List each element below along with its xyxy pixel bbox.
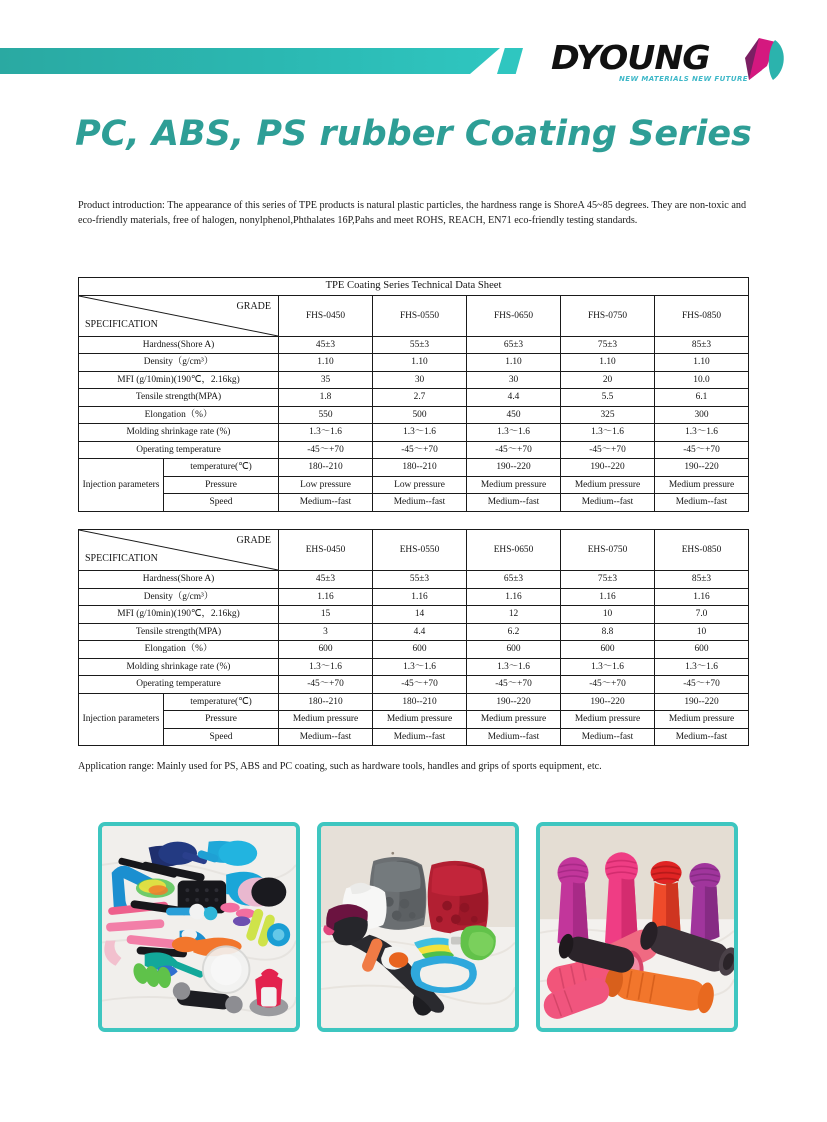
table-row (79, 676, 749, 694)
row-label: Hardness(Shore A) (79, 571, 279, 589)
table-cell: 1.10 (467, 354, 561, 372)
page-title: PC, ABS, PS rubber Coating Series (75, 114, 752, 154)
table-cell: 6.2 (467, 623, 561, 641)
grade-column-header: FHS-0650 (467, 295, 561, 336)
table-cell: 190--220 (655, 693, 749, 711)
page-header (0, 0, 827, 100)
row-label: Density（g/cm³） (79, 354, 279, 372)
row-label: Hardness(Shore A) (79, 336, 279, 354)
table-row (79, 441, 749, 459)
brand-logo-tagline: NEW MATERIALS NEW FUTURE (619, 75, 748, 83)
grade-column-header: FHS-0550 (373, 295, 467, 336)
table-cell: -45～+70 (655, 676, 749, 694)
injection-parameters-label: Injection parameters (79, 459, 164, 512)
table-cell: 190--220 (561, 459, 655, 477)
table-row (79, 494, 749, 512)
injection-row-label: Speed (164, 728, 279, 746)
table-row (79, 728, 749, 746)
specification-label: SPECIFICATION (85, 318, 158, 330)
grade-column-header: EHS-0750 (561, 530, 655, 571)
product-photo-strip (98, 822, 738, 1034)
table-row (79, 658, 749, 676)
row-label: Density（g/cm³） (79, 588, 279, 606)
tpe-coating-fhs-data-table (78, 277, 749, 512)
grade-column-header: EHS-0850 (655, 530, 749, 571)
table-cell: Medium pressure (373, 711, 467, 729)
row-label: Tensile strength(MPA) (79, 389, 279, 407)
table-cell: 1.3～1.6 (655, 658, 749, 676)
injection-row-label: Pressure (164, 711, 279, 729)
table-cell: 600 (279, 641, 373, 659)
table-cell: Medium--fast (467, 494, 561, 512)
table-cell: 1.16 (561, 588, 655, 606)
table-cell: Medium--fast (561, 494, 655, 512)
table-cell: 600 (655, 641, 749, 659)
table-row (79, 606, 749, 624)
table-cell: 4.4 (467, 389, 561, 407)
product-introduction-paragraph: Product introduction: The appearance of this series of TPE products is natural plastic particles, the hardness range is ShoreA 45~85 degrees. They are non-toxic and eco-friendly materials, free of halogen, nonylphenol,Phthalates 16P,Pahs and meet ROHS, REACH, EN71 eco-friendly testing standards. (78, 200, 747, 226)
grade-column-header: FHS-0450 (279, 295, 373, 336)
table-cell: 4.4 (373, 623, 467, 641)
injection-row-label: temperature(℃) (164, 459, 279, 477)
injection-row-label: Pressure (164, 476, 279, 494)
table-cell: 1.3～1.6 (279, 658, 373, 676)
table-cell: Medium pressure (467, 711, 561, 729)
table-cell: 30 (373, 371, 467, 389)
spec-grade-corner-cell (79, 530, 279, 571)
table-cell: -45～+70 (561, 676, 655, 694)
brand-logo (551, 36, 803, 88)
table-cell: 55±3 (373, 336, 467, 354)
brand-mark-icon (729, 36, 791, 84)
table-caption: TPE Coating Series Technical Data Sheet (79, 278, 749, 296)
table-cell: 10 (655, 623, 749, 641)
table-row (79, 476, 749, 494)
table-cell: 1.3～1.6 (467, 424, 561, 442)
table-cell: 45±3 (279, 571, 373, 589)
table-cell: 190--220 (655, 459, 749, 477)
table-cell: 600 (467, 641, 561, 659)
product-photo-1 (98, 822, 300, 1032)
table-cell: 180--210 (279, 693, 373, 711)
table-cell: 1.8 (279, 389, 373, 407)
table-cell: 1.16 (373, 588, 467, 606)
table-cell: -45～+70 (467, 441, 561, 459)
table-cell: 15 (279, 606, 373, 624)
table-grade-header-row (79, 530, 749, 571)
table-row (79, 623, 749, 641)
injection-parameters-label: Injection parameters (79, 693, 164, 746)
row-label: Elongation（%） (79, 641, 279, 659)
table-cell: 14 (373, 606, 467, 624)
table-cell: Medium pressure (279, 711, 373, 729)
row-label: MFI (g/10min)(190℃，2.16kg) (79, 371, 279, 389)
table-cell: 1.3～1.6 (467, 658, 561, 676)
table-cell: 1.10 (279, 354, 373, 372)
table-row (79, 336, 749, 354)
table-cell: Medium--fast (467, 728, 561, 746)
table-cell: 1.3～1.6 (373, 424, 467, 442)
header-banner-accent (497, 48, 523, 74)
table-cell: -45～+70 (561, 441, 655, 459)
table-cell: 190--220 (467, 693, 561, 711)
table-grade-header-row (79, 295, 749, 336)
table-row (79, 389, 749, 407)
table-cell: 6.1 (655, 389, 749, 407)
row-label: Operating temperature (79, 441, 279, 459)
table-cell: 12 (467, 606, 561, 624)
table-cell: 1.3～1.6 (561, 658, 655, 676)
table-cell: 180--210 (373, 693, 467, 711)
table-cell: Low pressure (279, 476, 373, 494)
table-row (79, 588, 749, 606)
table-cell: 450 (467, 406, 561, 424)
application-range-paragraph: Application range: Mainly used for PS, ABS and PC coating, such as hardware tools, handles and grips of sports equipment, etc. (78, 761, 602, 772)
table-cell: 55±3 (373, 571, 467, 589)
table-cell: Medium--fast (279, 728, 373, 746)
row-label: Tensile strength(MPA) (79, 623, 279, 641)
table-cell: 45±3 (279, 336, 373, 354)
row-label: Elongation（%） (79, 406, 279, 424)
table-cell: Medium pressure (561, 476, 655, 494)
table-cell: Low pressure (373, 476, 467, 494)
table-cell: 190--220 (467, 459, 561, 477)
table-cell: 35 (279, 371, 373, 389)
injection-row-label: temperature(℃) (164, 693, 279, 711)
grade-column-header: EHS-0550 (373, 530, 467, 571)
table-cell: 75±3 (561, 571, 655, 589)
table-cell: 2.7 (373, 389, 467, 407)
row-label: Operating temperature (79, 676, 279, 694)
table-cell: Medium--fast (655, 494, 749, 512)
table-cell: 85±3 (655, 571, 749, 589)
table-cell: Medium pressure (467, 476, 561, 494)
brand-logo-text: DYOUNG (551, 38, 710, 77)
table-cell: 600 (561, 641, 655, 659)
table-cell: 1.16 (467, 588, 561, 606)
specification-label: SPECIFICATION (85, 553, 158, 564)
table-row (79, 711, 749, 729)
table-cell: 65±3 (467, 336, 561, 354)
table-cell: Medium--fast (279, 494, 373, 512)
table-cell: 85±3 (655, 336, 749, 354)
table-cell: 180--210 (279, 459, 373, 477)
table-cell: 325 (561, 406, 655, 424)
table-cell: 3 (279, 623, 373, 641)
header-banner-bar (0, 48, 500, 74)
grade-label: GRADE (236, 300, 271, 312)
table-row (79, 693, 749, 711)
table-cell: Medium pressure (655, 476, 749, 494)
table-cell: Medium--fast (561, 728, 655, 746)
table-cell: 1.10 (655, 354, 749, 372)
tpe-coating-ehs-data-table (78, 529, 749, 746)
table-cell: 5.5 (561, 389, 655, 407)
table-row (79, 406, 749, 424)
table-cell: 65±3 (467, 571, 561, 589)
row-label: Molding shrinkage rate (%) (79, 424, 279, 442)
grade-column-header: FHS-0850 (655, 295, 749, 336)
table-cell: -45～+70 (279, 441, 373, 459)
table-cell: 600 (373, 641, 467, 659)
table-cell: 30 (467, 371, 561, 389)
table-cell: 1.3～1.6 (655, 424, 749, 442)
row-label: Molding shrinkage rate (%) (79, 658, 279, 676)
table-cell: Medium pressure (655, 711, 749, 729)
spec-grade-corner-cell (79, 295, 279, 336)
table-row (79, 354, 749, 372)
table-cell: -45～+70 (373, 441, 467, 459)
table-cell: 10.0 (655, 371, 749, 389)
table-cell: 10 (561, 606, 655, 624)
table-cell: 8.8 (561, 623, 655, 641)
grade-column-header: EHS-0450 (279, 530, 373, 571)
table-cell: -45～+70 (655, 441, 749, 459)
table-cell: 1.3～1.6 (561, 424, 655, 442)
table-cell: 75±3 (561, 336, 655, 354)
table-cell: 20 (561, 371, 655, 389)
grade-column-header: FHS-0750 (561, 295, 655, 336)
table-cell: 190--220 (561, 693, 655, 711)
table-cell: 1.16 (279, 588, 373, 606)
row-label: MFI (g/10min)(190℃，2.16kg) (79, 606, 279, 624)
table-cell: Medium--fast (373, 728, 467, 746)
table-cell: 1.10 (373, 354, 467, 372)
table-cell: 180--210 (373, 459, 467, 477)
grade-column-header: EHS-0650 (467, 530, 561, 571)
table-row (79, 571, 749, 589)
table-cell: 500 (373, 406, 467, 424)
table-cell: 550 (279, 406, 373, 424)
table-cell: Medium pressure (561, 711, 655, 729)
injection-row-label: Speed (164, 494, 279, 512)
product-photo-2 (317, 822, 519, 1032)
table-cell: 7.0 (655, 606, 749, 624)
table-cell: Medium--fast (373, 494, 467, 512)
table-caption-row (79, 278, 749, 296)
table-row (79, 459, 749, 477)
table-cell: 300 (655, 406, 749, 424)
table-cell: Medium--fast (655, 728, 749, 746)
grade-label: GRADE (236, 535, 271, 546)
product-photo-3 (536, 822, 738, 1032)
table-cell: -45～+70 (279, 676, 373, 694)
table-row (79, 371, 749, 389)
table-cell: 1.10 (561, 354, 655, 372)
table-cell: -45～+70 (373, 676, 467, 694)
table-cell: 1.3～1.6 (279, 424, 373, 442)
table-row (79, 424, 749, 442)
table-cell: -45～+70 (467, 676, 561, 694)
table-cell: 1.3～1.6 (373, 658, 467, 676)
table-row (79, 641, 749, 659)
table-cell: 1.16 (655, 588, 749, 606)
